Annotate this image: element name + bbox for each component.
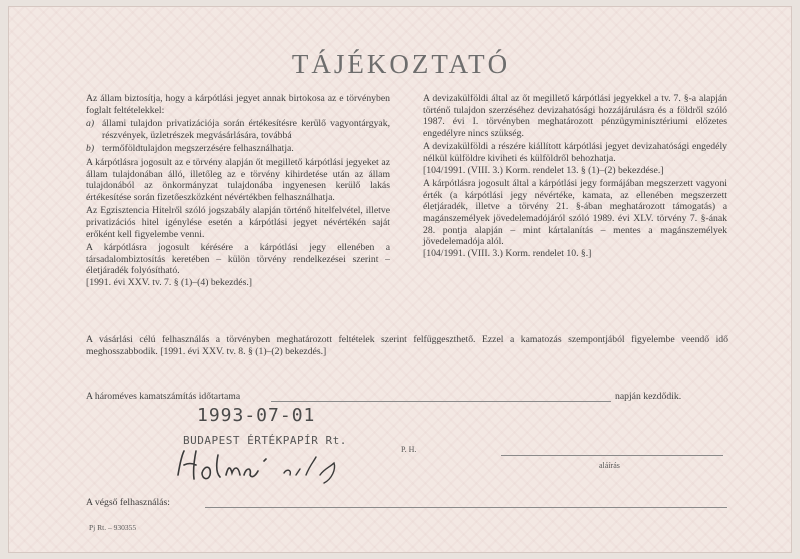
document-title: TÁJÉKOZTATÓ bbox=[291, 49, 511, 79]
right-column bbox=[423, 93, 727, 261]
interest-start-label: A hároméves kamatszámítás időtartama bbox=[86, 391, 241, 402]
left-paragraph-3: Az Egzisztencia Hitelről szóló jogszabály alapján történő hitelfelvétel, illetve privatizációs hitel igénylése esetén a kárpótlási jegyet névértékén saját erőként kell figyelembe venni. bbox=[86, 205, 390, 240]
item-a-marker: a) bbox=[86, 118, 95, 130]
item-a-text: állami tulajdon privatizációja során értékesítésre kerülő vagyontárgyak, részvények, üzletrészek megvásárlására, továbbá bbox=[102, 118, 390, 141]
left-reference: [1991. évi XXV. tv. 7. § (1)–(4) bekezdés.] bbox=[86, 276, 252, 288]
handwritten-signature bbox=[174, 445, 364, 485]
right-paragraph-1: A devizakülföldi által az őt megillető kárpótlási jegyekkel a tv. 7. §-a alapján történő tulajdon szerzéséhez devizahatósági hozzájárulásra és a földről szóló 1987. évi I. törvényben meghatározott pénzügyminisztériumi előzetes engedélyre nincs szükség. bbox=[423, 93, 727, 139]
document-sheet bbox=[8, 6, 792, 553]
final-use-label: A végső felhasználás: bbox=[86, 497, 170, 508]
final-use-line bbox=[205, 507, 727, 508]
stamp-placeholder-label: P. H. bbox=[401, 445, 417, 454]
left-column bbox=[86, 93, 390, 291]
item-b bbox=[86, 143, 390, 155]
right-paragraph-3: A kárpótlásra jogosult által a kárpótlási jegy formájában megszerzett vagyoni érték (a kárpótlási jegy névértéke, kamata, az ellenében megszerzett életjáradék, illetve a törvény 21. §-ában meghatározott támogatás) a magánszemélyek jövedelemadójáról szóló 1989. évi XLV. törvény 7. §-ának 28. pontja alapján – mint kártalanítás – mentes a magánszemélyek jövedelemadója alól. bbox=[423, 178, 727, 248]
item-b-text: termőföldtulajdon megszerzésére felhasználhatja. bbox=[102, 143, 294, 155]
signature-line bbox=[501, 455, 723, 456]
left-paragraph-4: A kárpótlásra jogosult kérésére a kárpótlási jegy ellenében a társadalombiztosítás keretében – külön törvény rendelkezései szerint – életjáradék folyósítható. bbox=[86, 242, 390, 277]
left-paragraph-2: A kárpótlásra jogosult az e törvény alapján őt megillető kárpótlási jegyeket az állam tulajdonában álló, illetőleg az e törvény kihirdetése után az állam tulajdonából az önkormányzat tulajdonába ingyenesen kerülő lakás értékesítése során fizetőeszközként névértékben felhasználhatja. bbox=[86, 156, 390, 203]
company-stamp: BUDAPEST ÉRTÉKPAPÍR Rt. bbox=[183, 434, 347, 447]
right-paragraph-2: A devizakülföldi a részére kiállított kárpótlási jegyet devizahatósági engedély nélkül külföldre kiviheti és külföldről behozhatja. bbox=[423, 141, 727, 164]
date-stamp: 1993-07-01 bbox=[197, 405, 316, 426]
signature-label: aláírás bbox=[599, 461, 620, 470]
right-reference-2: [104/1991. (VIII. 3.) Korm. rendelet 10. §.] bbox=[423, 247, 592, 259]
interest-start-line bbox=[271, 401, 611, 402]
print-code: Pj Rt. – 930355 bbox=[89, 523, 137, 532]
item-a bbox=[86, 118, 390, 141]
right-reference-1: [104/1991. (VIII. 3.) Korm. rendelet 13. § (1)–(2) bekezdése.] bbox=[423, 164, 664, 176]
suspension-paragraph: A vásárlási célú felhasználás a törvényben meghatározott feltételek szerint felfüggeszthető. Ezzel a kamatozás szempontjából figyelembe veendő idő meghosszabbodik. [1991. évi XXV. tv. 8. § (1)–(2) bekezdés.] bbox=[86, 334, 728, 357]
interest-start-suffix: napján kezdődik. bbox=[615, 391, 682, 402]
item-b-marker: b) bbox=[86, 143, 95, 155]
intro-paragraph: Az állam biztosítja, hogy a kárpótlási jegyet annak birtokosa az e törvényben foglalt feltételekkel: bbox=[86, 93, 390, 116]
